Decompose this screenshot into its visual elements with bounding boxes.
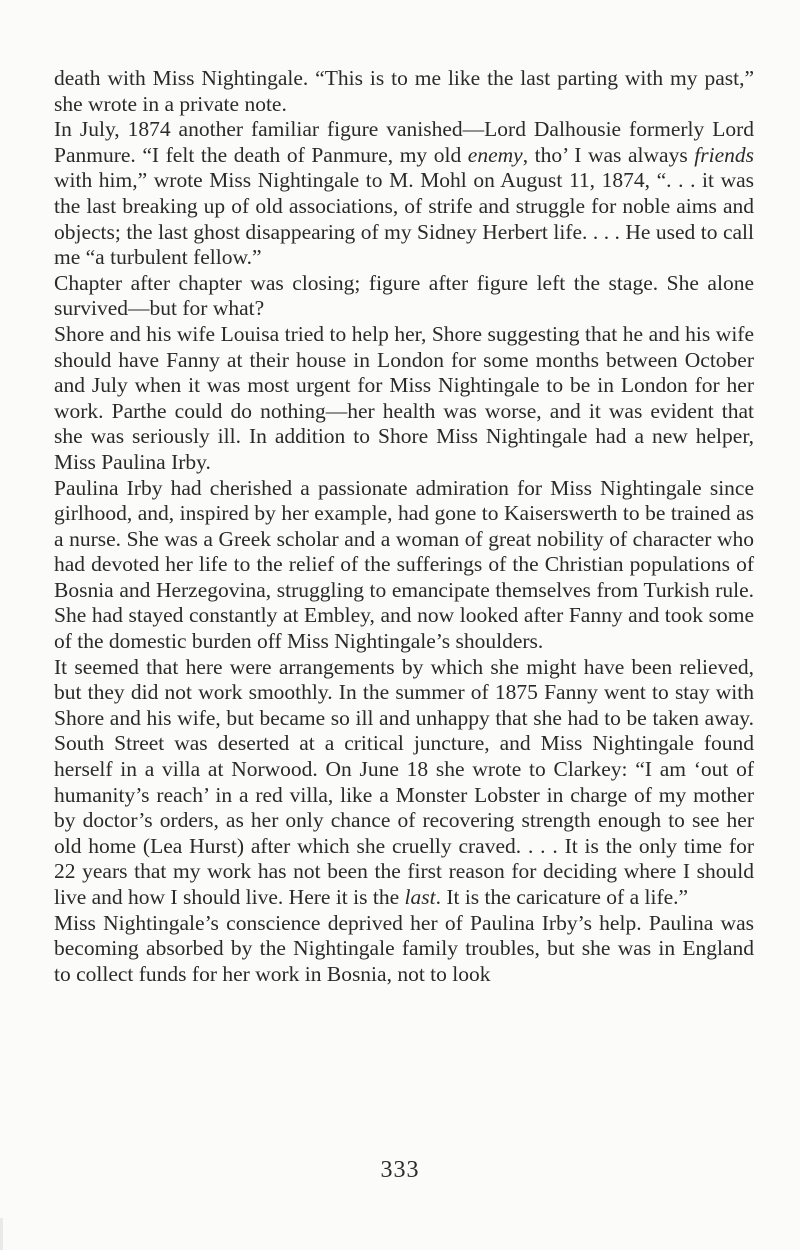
paragraph [54,911,754,988]
paragraph [54,271,754,322]
italic-text: enemy [467,142,523,167]
paragraph-text: It seemed that here were arrangements by which she might have been relieved, but they did not work smoothly. In the summer of 1875 Fanny went to stay with Shore and his wife, but became so ill and unhappy that she had to be taken away. South Street was deserted at a critical juncture, and Miss Nightingale found herself in a villa at Norwood. On June 18 she wrote to Clarkey: “I am ‘out of humanity’s reach’ in a red villa, like a Monster Lobster in charge of my mother by doctor’s orders, as her only chance of recovering strength enough to see her old home (Lea Hurst) after which she cruelly craved. . . . It is the only time for 22 years that my work has not been the first reason for deciding where I should live and how I should live. Here it is the [54,654,754,909]
page-edge-shadow [0,1218,3,1250]
paragraph [54,655,754,911]
paragraph-text: . It is the caricature of a life.” [435,885,689,909]
italic-text: last [404,885,436,909]
page-number: 333 [380,1157,420,1183]
body-text [54,66,754,987]
continued-paragraph [54,66,754,117]
paragraph [54,322,754,476]
italic-text: friends [694,142,754,167]
paragraph-text: Paulina Irby had cherished a passionate admiration for Miss Nightingale since girlhood, and, inspired by her example, had gone to Kaiserswerth to be trained as a nurse. She was a Greek scholar and a woman of great nobility of character who had devoted her life to the relief of the sufferings of the Christian populations of Bosnia and Herzegovina, struggling to emancipate themselves from Turkish rule. She had stayed constantly at Embley, and now looked after Fanny and took some of the domestic burden off Miss Nightingale’s shoulders. [54,475,754,654]
paragraph-text: death with Miss Nightingale. “This is to me like the last parting with my past,” she wrote in a private note. [54,66,754,116]
paragraph-text: Miss Nightingale’s conscience deprived her of Paulina Irby’s help. Paulina was becoming absorbed by the Nightingale family troubles, but she was in England to collect funds for her work in Bosnia, not to look [54,910,754,986]
paragraph-text: Chapter after chapter was closing; figure after figure left the stage. She alone survived—but for what? [54,270,754,321]
paragraph-text: with him,” wrote Miss Nightingale to M. Mohl on August 11, 1874, “. . . it was the last breaking up of old associations, of strife and struggle for noble aims and objects; the last ghost disappearing of my Sidney Herbert life. . . . He used to call me “a turbulent fellow.” [54,168,754,270]
paragraph [54,117,754,271]
paragraph [54,476,754,655]
paragraph-text: Shore and his wife Louisa tried to help her, Shore suggesting that he and his wife should have Fanny at their house in London for some months between October and July when it was most urgent for Miss Nightingale to be in London for her work. Parthe could do nothing—her health was worse, and it was evident that she was seriously ill. In addition to Shore Miss Nightingale had a new helper, Miss Paulina Irby. [54,321,754,474]
paragraph-text: , tho’ I was always [522,142,695,167]
paragraph-text: In July, 1874 another familiar figure vanished—Lord Dalhousie formerly Lord Panmure. “I felt the death of Panmure, my old [54,117,754,167]
